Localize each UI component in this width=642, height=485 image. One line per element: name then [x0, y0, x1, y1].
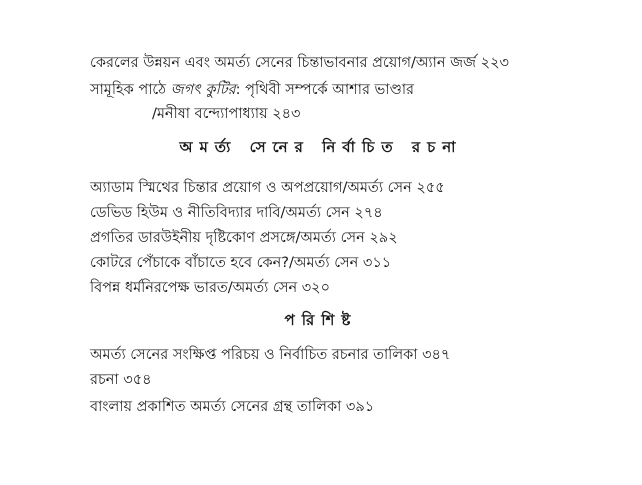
toc-entry-rachana: রচনা ৩৫৪ — [90, 372, 152, 388]
entry-suffix: : পৃথিবী সম্পর্কে আশার ভাণ্ডার — [235, 82, 415, 98]
section-heading-appendix: পরিশিষ্ট — [284, 311, 358, 329]
section-heading-selected-writings: অমর্ত্য সেনের নির্বাচিত রচনা — [179, 138, 463, 156]
toc-entry-owl: কোটরে পেঁচাকে বাঁচাতে হবে কেন?/অমর্ত্য সেন ৩১১ — [90, 255, 392, 271]
entry-prefix: সামূহিক পাঠে — [90, 82, 171, 98]
entry-italic-title: জগৎ কুটির — [170, 82, 236, 98]
toc-entry-david-hume: ডেভিড হিউম ও নীতিবিদ্যার দাবি/অমর্ত্য সেন ২৭৪ — [90, 205, 383, 221]
toc-entry-adam-smith: অ্যাডাম স্মিথের চিন্তার প্রয়োগ ও অপপ্রয়োগ/অমর্ত্য সেন ২৫৫ — [90, 180, 445, 196]
toc-entry-brief-intro: অমর্ত্য সেনের সংক্ষিপ্ত পরিচয় ও নির্বাচিত রচনার তালিকা ৩৪৭ — [90, 347, 451, 363]
toc-entry-kerala: কেরলের উন্নয়ন এবং অমর্ত্য সেনের চিন্তাভাবনার প্রয়োগ/অ্যান জর্জ ২২৩ — [90, 55, 509, 71]
toc-entry-author-manisha: /মনীষা বন্দ্যোপাধ্যায় ২৪৩ — [152, 106, 301, 122]
toc-entry-bengali-books: বাংলায় প্রকাশিত অমর্ত্য সেনের গ্রন্থ তালিকা ৩৯১ — [90, 399, 375, 415]
toc-entry-secular-india: বিপন্ন ধর্মনিরপেক্ষ ভারত/অমর্ত্য সেন ৩২০ — [90, 280, 330, 296]
toc-entry-darwinian: প্রগতির ডারউইনীয় দৃষ্টিকোণ প্রসঙ্গে/অমর্ত্য সেন ২৯২ — [90, 230, 398, 246]
toc-entry-samuhik-path — [90, 80, 414, 100]
